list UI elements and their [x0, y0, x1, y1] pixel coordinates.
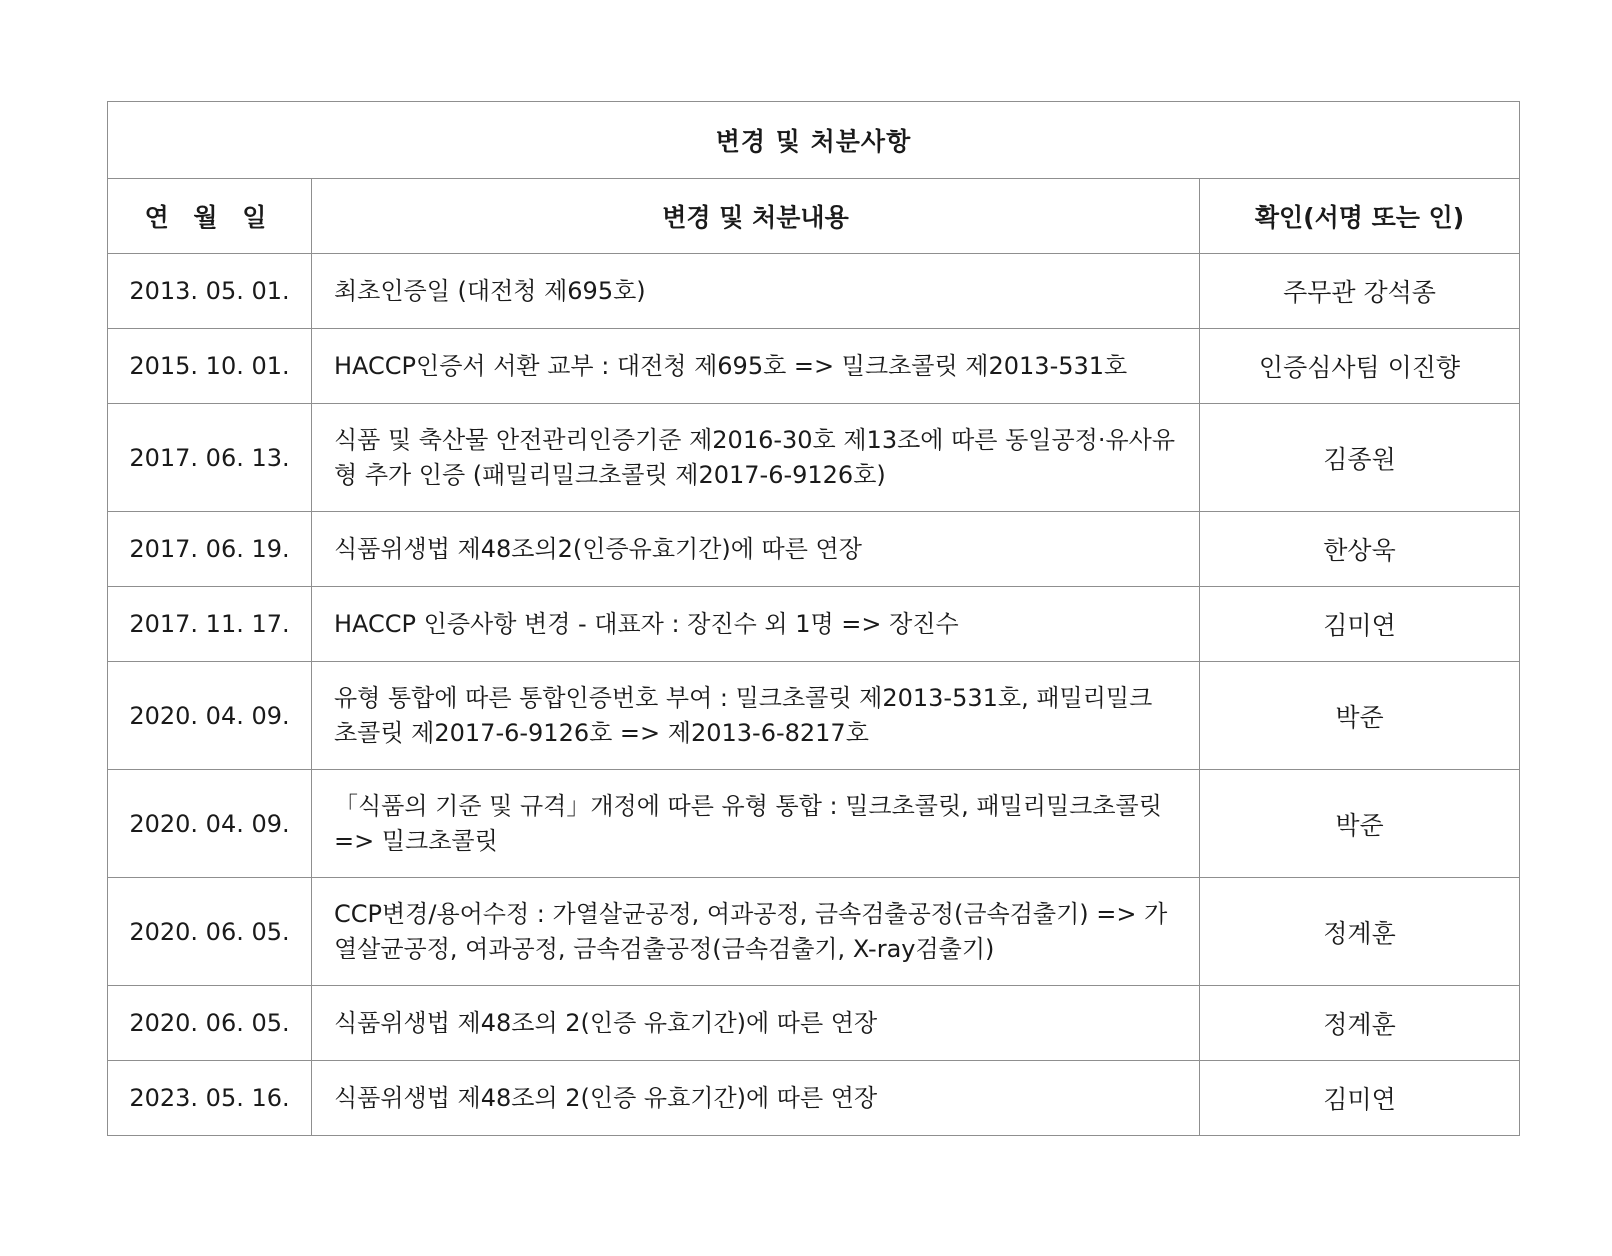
row-signature: 김미연 [1200, 1061, 1520, 1136]
row-content: 식품 및 축산물 안전관리인증기준 제2016-30호 제13조에 따른 동일공정·유사유형 추가 인증 (패밀리밀크초콜릿 제2017-6-9126호) [312, 404, 1200, 512]
row-signature: 박준 [1200, 770, 1520, 878]
row-signature: 김종원 [1200, 404, 1520, 512]
row-content: 식품위생법 제48조의 2(인증 유효기간)에 따른 연장 [312, 986, 1200, 1061]
row-content: 식품위생법 제48조의 2(인증 유효기간)에 따른 연장 [312, 1061, 1200, 1136]
row-signature: 박준 [1200, 662, 1520, 770]
row-signature: 정계훈 [1200, 878, 1520, 986]
change-history-table [107, 101, 1520, 1136]
table-row [108, 587, 1520, 662]
row-signature: 주무관 강석종 [1200, 254, 1520, 329]
row-content: 식품위생법 제48조의2(인증유효기간)에 따른 연장 [312, 512, 1200, 587]
table-row [108, 1061, 1520, 1136]
column-header-confirm: 확인(서명 또는 인) [1200, 179, 1520, 254]
row-date: 2017. 11. 17. [108, 587, 312, 662]
row-signature: 정계훈 [1200, 986, 1520, 1061]
row-signature: 인증심사팀 이진향 [1200, 329, 1520, 404]
row-content: CCP변경/용어수정 : 가열살균공정, 여과공정, 금속검출공정(금속검출기) => 가열살균공정, 여과공정, 금속검출공정(금속검출기, X-ray검출기) [312, 878, 1200, 986]
table-header-row [108, 179, 1520, 254]
table-row [108, 512, 1520, 587]
row-date: 2020. 06. 05. [108, 878, 312, 986]
row-signature: 김미연 [1200, 587, 1520, 662]
column-header-date: 연 월 일 [108, 179, 312, 254]
table-row [108, 329, 1520, 404]
row-content: 「식품의 기준 및 규격」개정에 따른 유형 통합 : 밀크초콜릿, 패밀리밀크초콜릿 => 밀크초콜릿 [312, 770, 1200, 878]
table-row [108, 662, 1520, 770]
row-content: HACCP 인증사항 변경 - 대표자 : 장진수 외 1명 => 장진수 [312, 587, 1200, 662]
table-row [108, 770, 1520, 878]
row-date: 2020. 06. 05. [108, 986, 312, 1061]
row-date: 2023. 05. 16. [108, 1061, 312, 1136]
row-date: 2017. 06. 19. [108, 512, 312, 587]
row-content: HACCP인증서 서환 교부 : 대전청 제695호 => 밀크초콜릿 제2013-531호 [312, 329, 1200, 404]
row-date: 2015. 10. 01. [108, 329, 312, 404]
row-signature: 한상욱 [1200, 512, 1520, 587]
row-content: 최초인증일 (대전청 제695호) [312, 254, 1200, 329]
row-content: 유형 통합에 따른 통합인증번호 부여 : 밀크초콜릿 제2013-531호, 패밀리밀크초콜릿 제2017-6-9126호 => 제2013-6-8217호 [312, 662, 1200, 770]
row-date: 2020. 04. 09. [108, 770, 312, 878]
table-row [108, 404, 1520, 512]
column-header-content: 변경 및 처분내용 [312, 179, 1200, 254]
row-date: 2020. 04. 09. [108, 662, 312, 770]
table-row [108, 986, 1520, 1061]
table-row [108, 878, 1520, 986]
row-date: 2017. 06. 13. [108, 404, 312, 512]
row-date: 2013. 05. 01. [108, 254, 312, 329]
table-title: 변경 및 처분사항 [108, 102, 1520, 179]
table-title-row [108, 102, 1520, 179]
table-row [108, 254, 1520, 329]
